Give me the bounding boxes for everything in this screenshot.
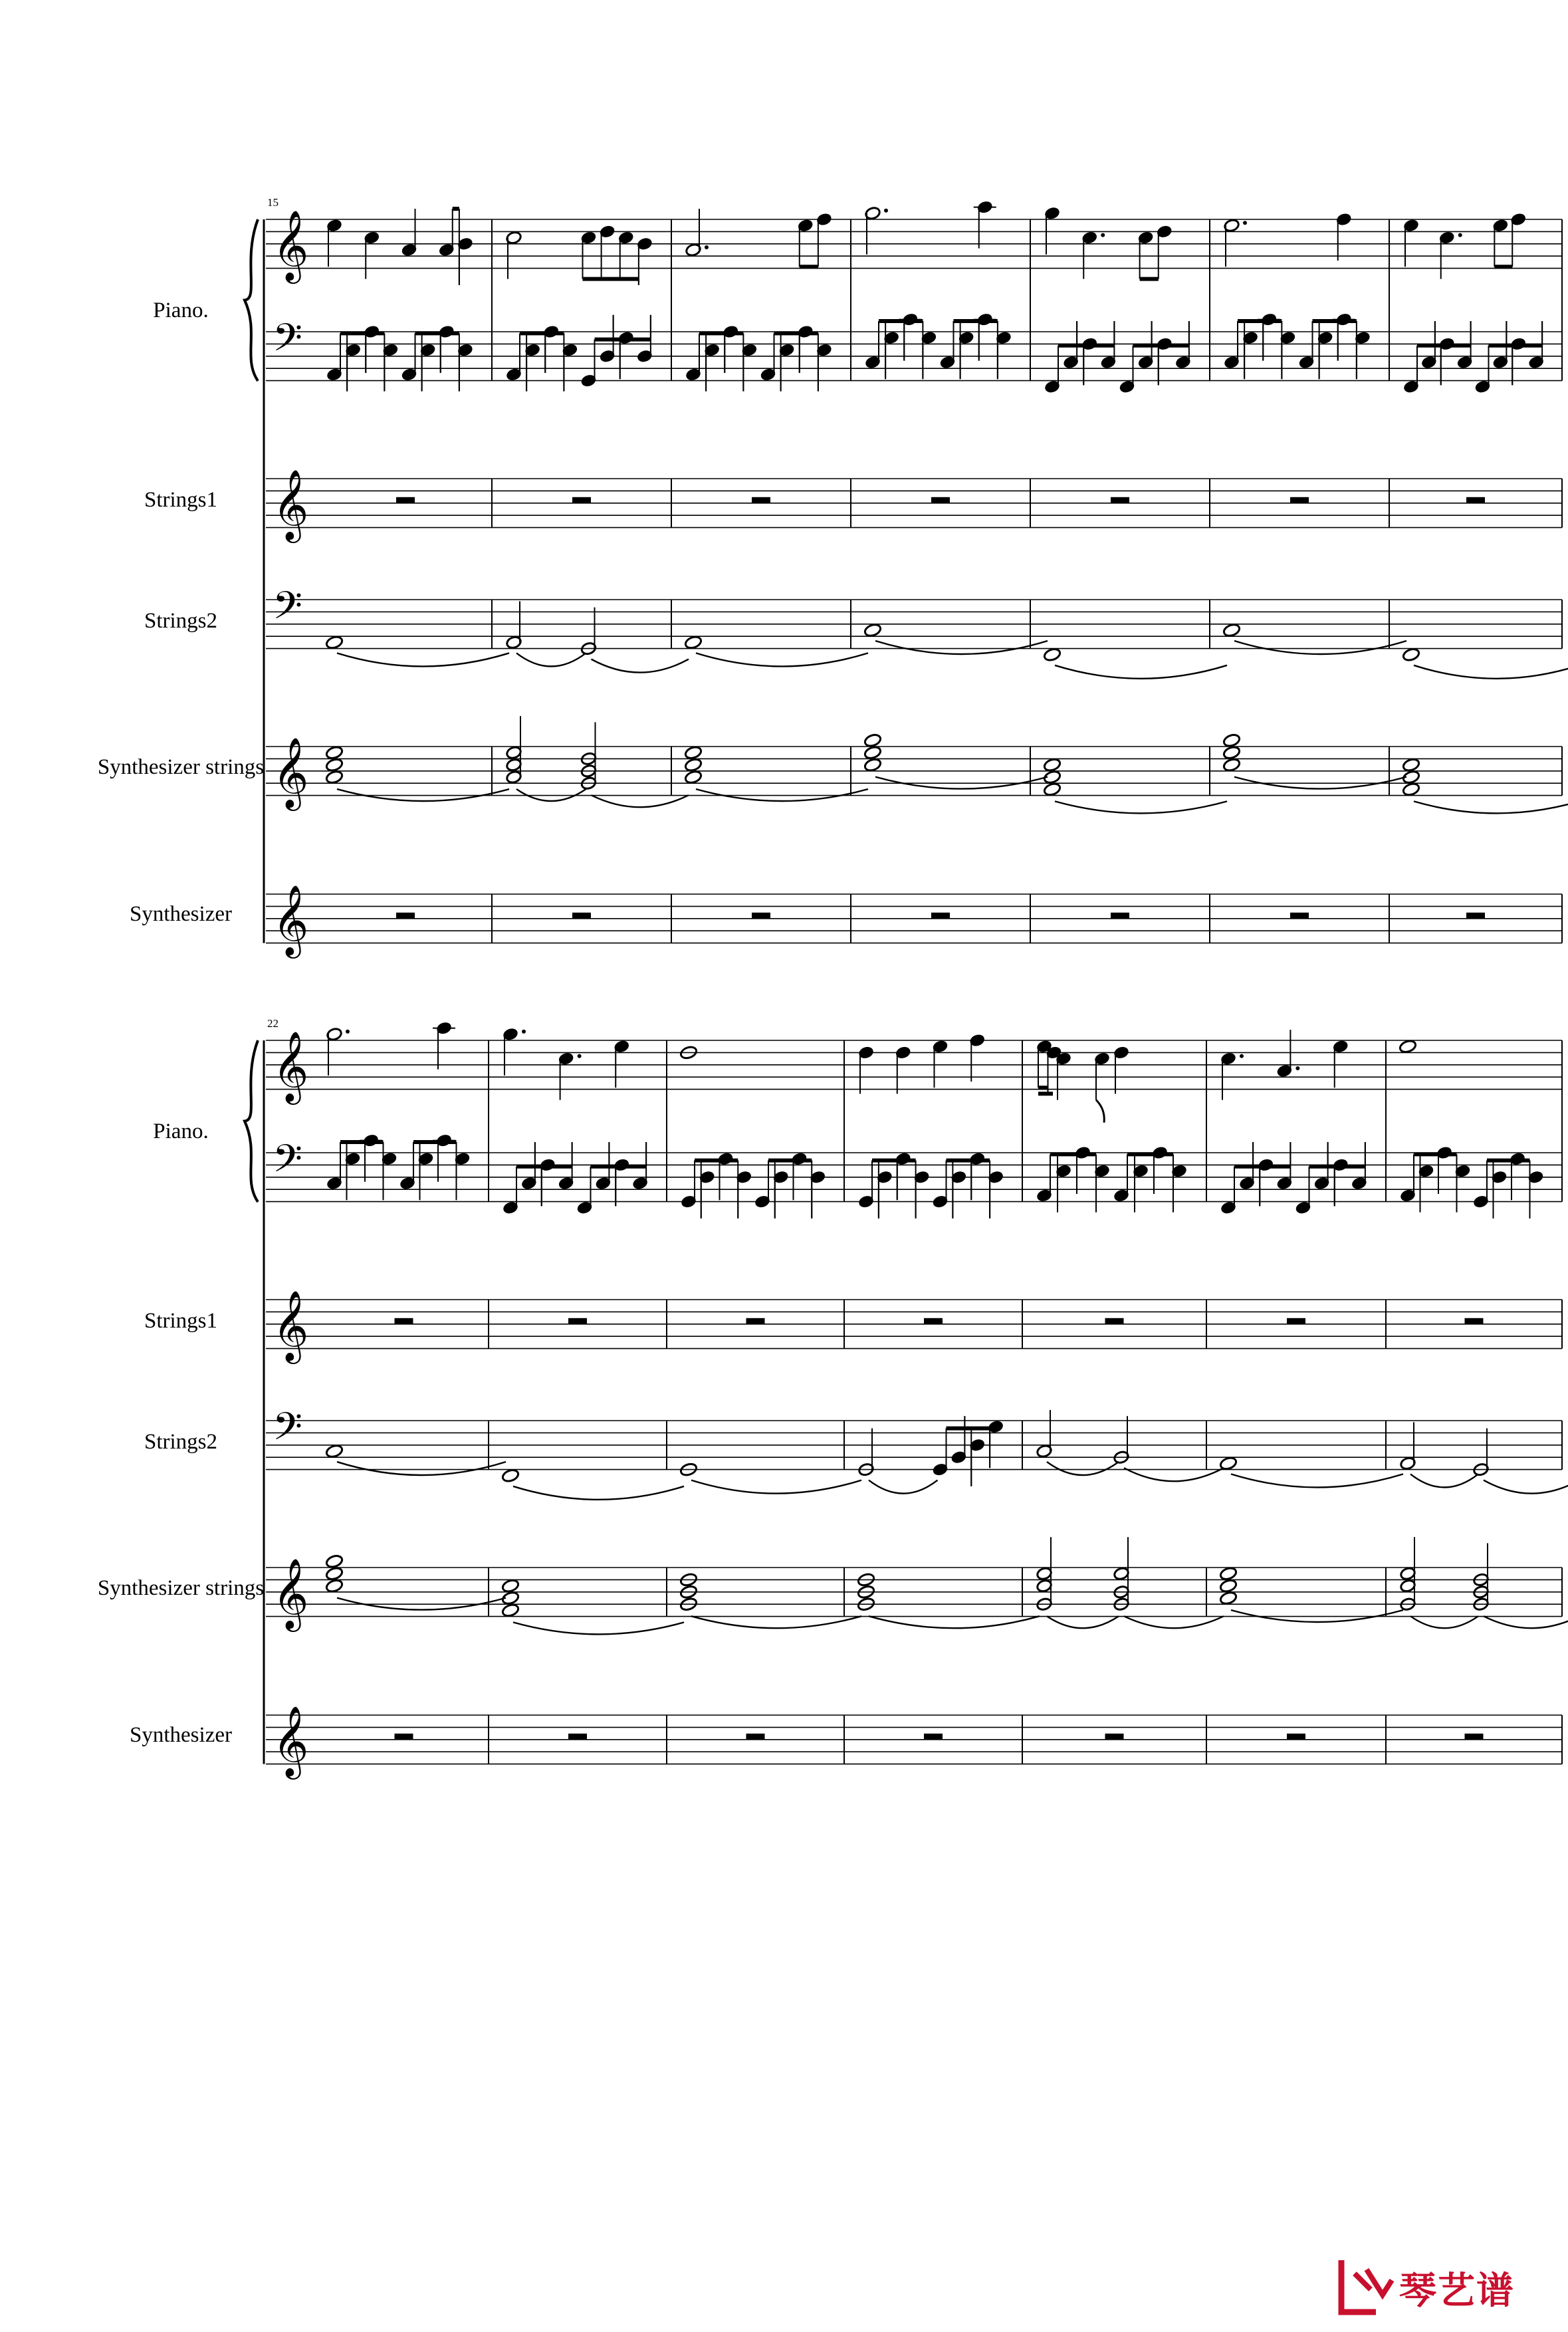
chord-note-head [1402,770,1420,784]
whole-rest [396,913,415,919]
tie [513,1622,684,1634]
bass-clef-icon: 𝄢 [273,318,303,369]
chord-note-head [325,745,344,760]
tie [696,653,868,666]
chord-note-head [506,745,522,759]
strings2-notes [1222,623,1241,638]
augmentation-dot [1101,233,1105,237]
strings2-notes [325,1444,344,1458]
piano-lh-notes [865,312,1012,379]
watermark-logo [1336,2254,1549,2320]
chord-note-head [1400,1566,1416,1580]
piano-lh-notes [1400,1145,1544,1219]
strings2-notes [501,1468,520,1483]
whole-rest [924,1318,943,1324]
staff [266,479,1562,528]
watermark-icon [1336,2254,1396,2320]
chord-note-head [325,757,344,772]
chord-note-head [863,733,882,748]
piano-lh-notes [326,324,474,391]
chord-note-head [1219,1566,1238,1581]
chord-note-head [1043,757,1062,772]
tie [869,1616,1040,1628]
note-head [1043,647,1062,662]
measure-number: 22 [267,1017,279,1030]
whole-rest [931,913,950,919]
whole-rest [395,1318,413,1324]
instrument-label: Piano. [153,298,209,322]
strings2-notes [1219,1456,1238,1470]
piano-rh-notes [1403,212,1527,279]
piano-lh-notes [1224,312,1371,379]
chord-note-head [1219,1591,1238,1605]
tie [516,653,586,666]
instrument-label: Synthesizer [130,1723,232,1747]
staff [266,1568,1562,1617]
piano-rh-notes [326,1021,455,1076]
treble-clef-icon: 𝄞 [273,211,309,279]
chord-note-head [1402,757,1420,772]
piano-rh-notes [506,225,653,285]
piano-lh-notes [326,1133,471,1200]
chord-note-head [1222,757,1241,772]
measure-number: 15 [267,196,279,209]
chord-note-head [863,757,882,772]
strings2-notes [1043,647,1062,662]
note-head [1402,647,1420,662]
note-head [1399,1039,1417,1054]
chord-note-head [325,770,344,784]
bass-clef-icon: 𝄢 [273,1407,303,1458]
synth-strings-chords [1222,733,1406,789]
note-flag [1096,1100,1104,1123]
augmentation-dot [1295,1066,1299,1070]
synth-strings-chords [857,1572,1040,1628]
instrument-label: Synthesizer strings [97,1576,265,1600]
augmentation-dot [1240,1054,1244,1058]
strings2-notes [1400,1422,1490,1476]
chord-note-head [325,1566,344,1581]
note-head [325,635,344,649]
piano-lh-notes [681,1151,826,1218]
piano-lh-notes [1036,1145,1188,1212]
tie [869,1480,938,1494]
instrument-label: Strings2 [144,609,218,633]
synth-strings-chords [684,745,868,801]
treble-clef-icon: 𝄞 [273,471,309,538]
staff [266,1421,1562,1470]
note-head [501,1468,520,1483]
tie [1410,1616,1478,1628]
treble-clef-icon: 𝄞 [273,1560,309,1627]
chord-note-head [506,770,522,784]
staff [266,894,1562,943]
augmentation-dot [884,209,888,213]
tie [1234,641,1406,654]
whole-rest [572,497,591,503]
synth-strings-chords [863,733,1048,789]
whole-rest [1111,497,1129,503]
whole-rest [924,1734,943,1740]
synth-strings-chords [1043,757,1227,813]
chord-note-head [1043,782,1062,796]
chord-note-head [1222,733,1241,748]
staff [266,1715,1562,1764]
chord-note-head [501,1603,520,1617]
whole-rest [1290,497,1309,503]
piano-lh-notes [506,315,653,392]
whole-rest [746,1734,765,1740]
tie [592,659,689,673]
piano-lh-notes [685,324,833,391]
whole-rest [396,497,415,503]
treble-clef-icon: 𝄞 [273,1707,309,1775]
tie [691,1480,861,1494]
bass-clef-icon: 𝄢 [273,1139,303,1190]
chord-note-head [684,745,703,760]
augmentation-dot [578,1054,582,1058]
tie [1047,1462,1119,1475]
chord-note-head [1219,1578,1238,1593]
whole-rest [1105,1318,1124,1324]
piano-lh-notes [858,1151,1004,1218]
synth-strings-chords [1219,1566,1403,1622]
whole-rest [1287,1318,1305,1324]
synth-strings-chords [325,745,509,801]
whole-rest [1465,1318,1484,1324]
treble-clef-icon: 𝄞 [273,739,309,806]
chord-note-head [863,745,882,760]
whole-rest [1111,913,1129,919]
strings2-notes [1036,1410,1130,1464]
synth-strings-chords [506,716,689,807]
note-head [1222,623,1241,638]
tie [875,641,1048,654]
strings2-notes [684,635,703,649]
strings2-notes [506,601,597,655]
tie [337,653,509,666]
tie [1047,1616,1119,1628]
treble-clef-icon: 𝄞 [273,1032,309,1100]
whole-rest [572,913,591,919]
whole-rest [568,1734,587,1740]
watermark-text: 琴艺谱 [1399,2270,1515,2313]
note-head [1219,1456,1238,1470]
chord-note-head [1036,1579,1053,1593]
synth-strings-chords [1402,757,1568,813]
synth-strings-chords [325,1554,506,1610]
note-head [684,635,703,649]
whole-rest [752,497,770,503]
chord-note-head [1400,1579,1416,1593]
staff [266,1040,1562,1090]
synth-strings-chords [501,1578,684,1634]
instrument-label: Synthesizer [130,902,232,926]
synth-strings-chords [1036,1537,1224,1628]
instrument-label: Strings1 [144,1309,218,1333]
strings2-notes [863,623,882,638]
tie [1484,1480,1568,1494]
whole-rest [931,497,950,503]
tie [1055,665,1227,679]
whole-rest [752,913,770,919]
tie [1414,801,1568,813]
strings2-notes [325,635,344,649]
chord-note-head [506,758,522,772]
chord-note-head [684,770,703,784]
whole-rest [568,1318,587,1324]
staff [266,747,1562,796]
tie [1231,1474,1403,1487]
tie [1055,801,1227,813]
whole-rest [395,1734,413,1740]
piano-rh-notes [685,209,833,267]
tie [691,1616,861,1628]
whole-rest [1290,913,1309,919]
augmentation-dot [346,1030,350,1034]
tie [1484,1616,1568,1628]
note-head [863,623,882,638]
instrument-label: Synthesizer strings [97,755,265,779]
whole-rest [1466,497,1485,503]
chord-note-head [325,1554,344,1569]
whole-rest [1465,1734,1484,1740]
instrument-label: Strings1 [144,488,218,512]
chord-note-head [1113,1566,1130,1580]
whole-rest [746,1318,765,1324]
piano-rh-notes [1399,1039,1417,1054]
whole-rest [1287,1734,1305,1740]
tie [513,1486,684,1500]
piano-rh-notes [858,1033,986,1094]
synth-strings-chords [1400,1537,1568,1628]
staff [266,600,1562,649]
whole-rest [1105,1734,1124,1740]
piano-rh-notes [1224,212,1353,267]
augmentation-dot [1458,233,1462,237]
piano-brace [245,1040,258,1202]
chord-note-head [684,757,703,772]
tie [1414,665,1568,679]
chord-note-head [325,1578,344,1593]
augmentation-dot [522,1030,526,1034]
staff [266,1300,1562,1349]
synth-strings-chords [679,1572,861,1628]
bass-clef-icon: 𝄢 [273,586,303,637]
chord-note-head [1036,1566,1053,1580]
augmentation-dot [705,245,709,249]
chord-note-head [1222,745,1241,760]
tie [592,795,689,807]
piano-rh-notes [326,209,474,285]
piano-rh-notes [1036,1039,1130,1122]
strings2-notes [1402,647,1420,662]
note-head [325,1444,344,1458]
instrument-label: Strings2 [144,1430,218,1454]
chord-note-head [501,1578,520,1593]
treble-clef-icon: 𝄞 [273,886,309,954]
tie [337,1462,506,1475]
tie [1124,1616,1224,1628]
chord-note-head [1043,770,1062,784]
whole-rest [1466,913,1485,919]
piano-rh-notes [865,200,996,255]
tie [1410,1474,1478,1487]
piano-brace [245,219,258,381]
treble-clef-icon: 𝄞 [273,1292,309,1359]
chord-note-head [501,1591,520,1605]
instrument-label: Piano. [153,1119,209,1143]
augmentation-dot [1243,221,1247,225]
chord-note-head [1402,782,1420,796]
strings2-notes [858,1416,1004,1486]
